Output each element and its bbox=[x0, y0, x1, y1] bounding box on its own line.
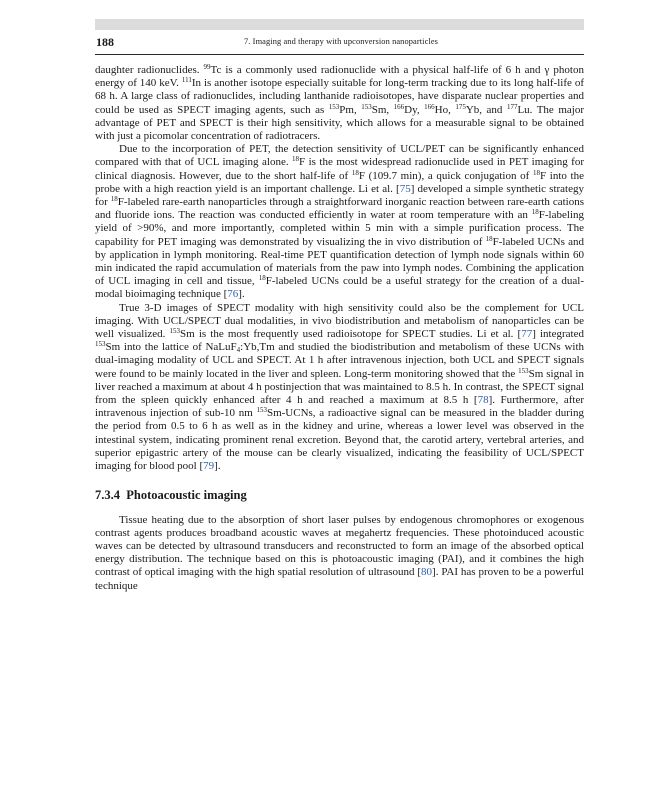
paragraph-radionuclides: daughter radionuclides. $^{99}$Tc is a commonly used radionuclide with a physical half-life of 6 h and γ photon energy of 140 keV. $^{111}$In is another isotope especially suitable for long-term tracking due to its long half-life of 68 h. A large class of radionuclides, including lanthanide radioisotopes, have disparate nuclear properties and could be used as SPECT imaging agents, such as $^{153}$Pm, $^{153}$Sm, $^{166}$Dy, $^{166}$Ho, $^{175}$Yb, and $^{177}$Lu. The major advantage of PET and SPECT is their high sensitivity, which allows for a measurable signal to be obtained with just a picomolar concentration of radiotracers. bbox=[95, 63, 584, 143]
paragraph-photoacoustic: Tissue heating due to the absorption of short laser pulses by endogenous chromophores or exogenous contrast agents produces broadband acoustic waves at megahertz frequencies. These photoinduced acoustic waves can be detected by ultrasound transducers and reconstructed to form an image of the absorbed optical energy distribution. The technique based on this is photoacoustic imaging (PAI), and it combines the high contrast of optical imaging with the high spatial resolution of ultrasound [80]. PAI has proven to be a powerful technique bbox=[95, 513, 584, 592]
citation-link[interactable]: 78 bbox=[477, 394, 489, 407]
page-number: 188 bbox=[96, 35, 114, 49]
section-title: Photoacoustic imaging bbox=[126, 488, 247, 503]
citation-link[interactable]: 77 bbox=[521, 328, 533, 341]
header-bar bbox=[95, 19, 584, 30]
paragraph-ucl-spect: True 3-D images of SPECT modality with high sensitivity could also be the complement for UCL imaging. With UCL/SPECT dual modalities, in vivo biodistribution and metabolism of nanoparticles can be well visualized. $^{153}$Sm is the most frequently used radioisotope for SPECT studies. Li et al. [77] integrated $^{153}$Sm into the lattice of NaLuF$_4$:Yb,Tm and studied the biodistribution and metabolism of these UCNs with dual-imaging modality of UCL and SPECT. At 1 h after intravenous injection, both UCL and SPECT signals were found to be mainly located in the liver and spleen. Long-term monitoring showed that the $^{153}$Sm signal in liver reached a maximum at about 4 h postinjection that was maintained to 8.5 h. In contrast, the SPECT signal from the spleen quickly enhanced after 4 h and reached a maximum at 8.5 h [78]. Furthermore, after intravenous injection of sub-10 nm $^{153}$Sm-UCNs, a radioactive signal can be measured in the bladder during the period from 0.5 to 6 h as well as in the kidney and urine, whereas a lower level was observed in the intestinal system, indicating prominent renal excretion. Beyond that, the carotid artery, vertebral arteries, and superior epigastric artery of the mouse can be clearly visualized, indicating the feasibility of UCL/SPECT imaging for blood pool [79]. bbox=[95, 301, 584, 473]
running-title: 7. Imaging and therapy with upconversion nanoparticles bbox=[244, 37, 439, 46]
section-number: 7.3.4 bbox=[95, 488, 120, 503]
citation-link[interactable]: 80 bbox=[421, 566, 433, 579]
citation-link[interactable]: 79 bbox=[203, 460, 215, 473]
paragraph-ucl-pet: Due to the incorporation of PET, the detection sensitivity of UCL/PET can be significantly enhanced compared with that of UCL imaging alone. $^{18}$F is the most widespread radionuclide used in PET imaging for clinical diagnosis. However, due to the short half-life of $^{18}$F (109.7 min), a quick conjugation of $^{18}$F into the probe with a high reaction yield is an important challenge. Li et al. [75] developed a simple synthetic strategy for $^{18}$F-labeled rare-earth nanoparticles through a straightforward inorganic reaction between rare-earth cations and fluoride ions. The reaction was conducted efficiently in water at room temperature with an $^{18}$F-labeling yield of >90%, and more importantly, completed within 5 min with a simple purification process. The capability for PET imaging was demonstrated by visualizing the in vivo distribution of $^{18}$F-labeled UCNs and by application in lymph monitoring. Real-time PET quantification detection of lymph node signals within 60 min indicated the rapid accumulation of materials from the paw into lymph nodes. Combining the application of UCL imaging in cell and tissue, $^{18}$F-labeled UCNs could be a useful strategy for the creation of a dual-modal bioimaging technique [76]. bbox=[95, 143, 585, 301]
section-heading bbox=[95, 489, 584, 502]
citation-link[interactable]: 75 bbox=[399, 182, 411, 195]
header-rule bbox=[95, 54, 584, 55]
page-header bbox=[95, 35, 584, 51]
body-text bbox=[95, 64, 584, 593]
citation-link[interactable]: 76 bbox=[227, 288, 239, 301]
